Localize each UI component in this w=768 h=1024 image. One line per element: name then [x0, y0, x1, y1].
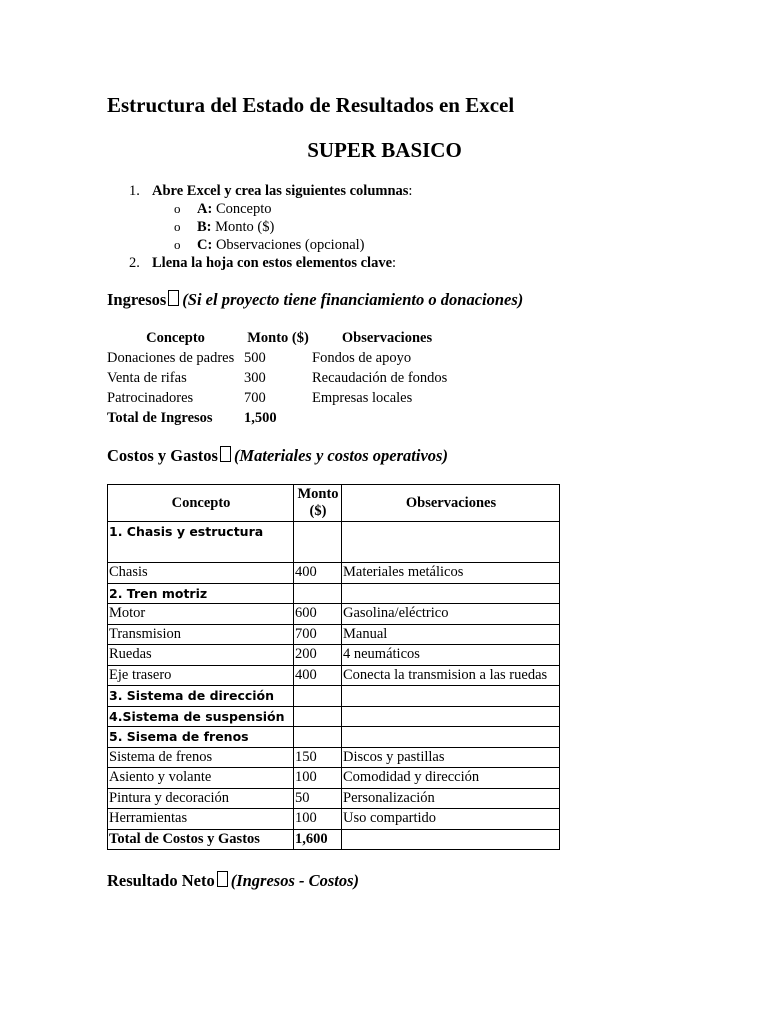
ingresos-heading: [107, 290, 523, 310]
table-cell: Recaudación de fondos: [312, 369, 448, 386]
table-row: [107, 368, 462, 388]
step-text: Llena la hoja con estos elementos clave: [152, 255, 393, 271]
table-cell: 3. Sistema de dirección: [108, 686, 294, 707]
table-cell: [342, 583, 560, 604]
table-cell: [342, 686, 560, 707]
step-punct: :: [408, 183, 413, 199]
table-cell: [342, 522, 560, 563]
missing-glyph-icon: [220, 446, 231, 462]
total-row: [107, 408, 462, 428]
table-cell: Discos y pastillas: [342, 747, 560, 768]
table-cell: Transmision: [108, 624, 294, 645]
table-cell: 100: [294, 809, 342, 830]
ingresos-heading-note: (Si el proyecto tiene financiamiento o donaciones): [182, 290, 524, 309]
ingresos-heading-text: Ingresos: [107, 290, 167, 309]
column-text: Concepto: [212, 201, 272, 217]
table-cell: Ruedas: [108, 645, 294, 666]
table-cell: 400: [294, 563, 342, 584]
column-key: C:: [197, 237, 213, 253]
column-key: A:: [197, 201, 213, 217]
step-2: [107, 254, 412, 272]
table-cell: [294, 583, 342, 604]
total-row: [108, 829, 560, 850]
bullet-icon: o: [174, 201, 181, 216]
step-number: 2.: [129, 255, 140, 271]
table-cell: Materiales metálicos: [342, 563, 560, 584]
bullet-icon: o: [174, 219, 181, 234]
resultado-heading: [107, 871, 359, 891]
steps-list: [107, 182, 412, 272]
table-cell: Asiento y volante: [108, 768, 294, 789]
bullet-icon: o: [174, 237, 181, 252]
document-subtitle: SUPER BASICO: [307, 138, 462, 162]
column-text: Observaciones (opcional): [212, 237, 365, 253]
column-header: Monto ($): [294, 485, 342, 522]
step-number: 1.: [129, 183, 140, 199]
table-row: [108, 563, 560, 584]
table-row: [108, 665, 560, 686]
table-cell: 4 neumáticos: [342, 645, 560, 666]
costos-heading: [107, 446, 448, 466]
table-cell: [342, 727, 560, 748]
column-key: B:: [197, 219, 212, 235]
column-header: Observaciones: [342, 485, 560, 522]
column-item-b: [107, 218, 412, 236]
table-cell: Pintura y decoración: [108, 788, 294, 809]
table-cell: 2. Tren motriz: [108, 583, 294, 604]
column-header: Concepto: [146, 329, 205, 346]
table-cell: [294, 686, 342, 707]
table-cell: Herramientas: [108, 809, 294, 830]
table-cell: Conecta la transmision a las ruedas: [342, 665, 560, 686]
table-cell: [294, 522, 342, 563]
table-cell: Eje trasero: [108, 665, 294, 686]
table-cell: Total de Costos y Gastos: [108, 829, 294, 850]
table-cell: 600: [294, 604, 342, 625]
column-header: Concepto: [108, 485, 294, 522]
table-row: [108, 604, 560, 625]
table-cell: 1,500: [244, 409, 277, 426]
table-cell: Gasolina/eléctrico: [342, 604, 560, 625]
table-cell: [342, 829, 560, 850]
table-cell: Empresas locales: [312, 389, 413, 406]
table-cell: Fondos de apoyo: [312, 349, 412, 366]
table-cell: Sistema de frenos: [108, 747, 294, 768]
table-row: [107, 348, 462, 368]
table-cell: Venta de rifas: [107, 369, 187, 386]
ingresos-table: [107, 328, 462, 428]
section-row: [108, 583, 560, 604]
step-punct: :: [392, 255, 397, 271]
table-cell: Personalización: [342, 788, 560, 809]
table-cell: 5. Sisema de frenos: [108, 727, 294, 748]
table-cell: 700: [244, 389, 266, 406]
table-cell: Comodidad y dirección: [342, 768, 560, 789]
costos-table-body: [108, 522, 560, 850]
table-cell: Chasis: [108, 563, 294, 584]
table-cell: [312, 408, 462, 428]
step-text: Abre Excel y crea las siguientes columnas: [152, 183, 409, 199]
table-row: [108, 788, 560, 809]
table-cell: Motor: [108, 604, 294, 625]
table-cell: [294, 727, 342, 748]
document-title: Estructura del Estado de Resultados en Excel: [107, 93, 515, 117]
table-cell: Manual: [342, 624, 560, 645]
table-row: [108, 624, 560, 645]
costos-table: [107, 484, 560, 850]
column-header: Monto ($): [247, 329, 309, 346]
table-cell: 100: [294, 768, 342, 789]
table-cell: 200: [294, 645, 342, 666]
table-cell: [294, 706, 342, 727]
table-header-row: [108, 485, 560, 522]
table-cell: Patrocinadores: [107, 389, 194, 406]
table-row: [108, 809, 560, 830]
column-item-a: [107, 200, 412, 218]
costos-heading-text: Costos y Gastos: [107, 446, 218, 465]
resultado-heading-text: Resultado Neto: [107, 871, 215, 890]
column-text: Monto ($): [211, 219, 275, 235]
section-row: [108, 686, 560, 707]
table-cell: 50: [294, 788, 342, 809]
table-row: [108, 768, 560, 789]
table-cell: 500: [244, 349, 266, 366]
step-1: [107, 182, 412, 200]
table-cell: [342, 706, 560, 727]
table-cell: 150: [294, 747, 342, 768]
column-item-c: [107, 236, 412, 254]
section-row: [108, 706, 560, 727]
section-row: [108, 727, 560, 748]
missing-glyph-icon: [217, 871, 228, 887]
table-cell: 700: [294, 624, 342, 645]
table-row: [107, 388, 462, 408]
column-header: Observaciones: [341, 329, 433, 346]
table-cell: Total de Ingresos: [107, 409, 213, 426]
table-cell: 400: [294, 665, 342, 686]
table-cell: 300: [244, 369, 266, 386]
table-cell: Donaciones de padres: [107, 349, 235, 366]
missing-glyph-icon: [168, 290, 179, 306]
section-row: [108, 522, 560, 563]
resultado-heading-note: (Ingresos - Costos): [230, 871, 360, 890]
table-header-row: [107, 328, 462, 348]
table-cell: 1. Chasis y estructura: [108, 522, 294, 563]
table-cell: Uso compartido: [342, 809, 560, 830]
costos-heading-note: (Materiales y costos operativos): [233, 446, 448, 465]
table-cell: 1,600: [294, 829, 342, 850]
table-row: [108, 645, 560, 666]
table-cell: 4.Sistema de suspensión: [108, 706, 294, 727]
table-row: [108, 747, 560, 768]
